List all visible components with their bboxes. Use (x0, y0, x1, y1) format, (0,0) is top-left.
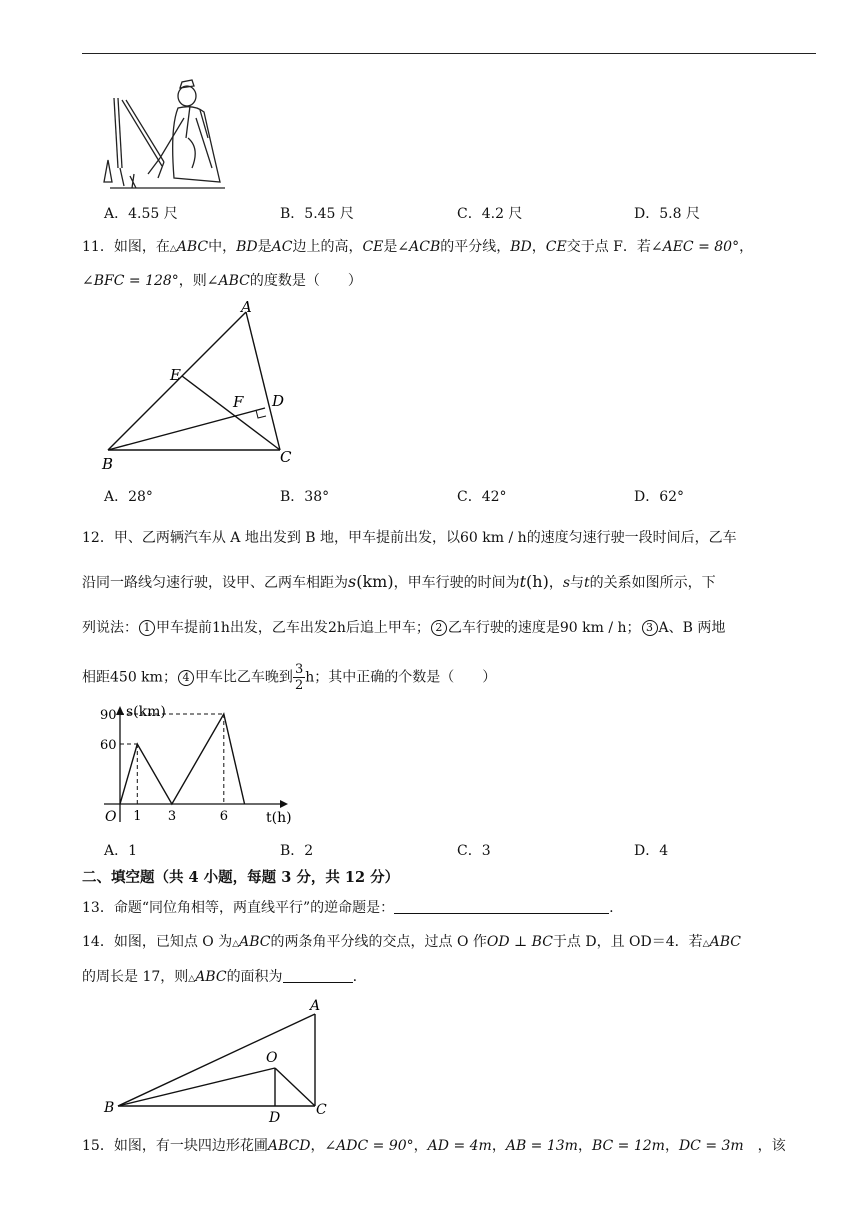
q12-option-b[interactable]: B．2 (280, 843, 314, 859)
side-ac (246, 312, 280, 450)
x-tick-label-3: 3 (167, 809, 177, 824)
q10-option-a[interactable]: A．4.55 尺 (104, 206, 178, 222)
label-a: A (241, 300, 252, 316)
label-f: F (233, 393, 244, 411)
q12-option-a[interactable]: A．1 (104, 843, 138, 859)
section-2-title: 二、填空题（共 4 小题，每题 3 分，共 12 分） (82, 869, 400, 886)
circled-2: 2 (431, 620, 447, 636)
q11-line-1: 11．如图，在△ABC中，BD是AC边上的高，CE是∠ACB的平分线，BD，CE交于点 F．若∠AEC = 80°， (82, 239, 754, 255)
side-ab (118, 1014, 315, 1106)
q11-triangle-figure (98, 300, 308, 475)
q11-option-d[interactable]: D．62° (634, 489, 685, 505)
label-b: B (104, 1100, 115, 1116)
fraction-three-halves: $\frac{3}{2}$ (294, 662, 304, 693)
q11-option-b[interactable]: B．38° (280, 489, 330, 505)
segment-bo (118, 1068, 275, 1106)
x-tick-label-6: 6 (219, 809, 229, 824)
x-axis-label: t(h) (266, 810, 292, 826)
right-angle-mark (256, 410, 266, 418)
label-b: B (102, 455, 114, 473)
q13-line: 13．命题“同位角相等，两直线平行”的逆命题是： . (82, 900, 614, 916)
label-c: C (316, 1102, 327, 1118)
label-o: O (266, 1050, 278, 1066)
circled-4: 4 (178, 670, 194, 686)
q12-line-1: 12．甲、乙两辆汽车从 A 地出发到 B 地，甲车提前出发，以60 km / h的速度匀速行驶一段时间后，乙车 (82, 530, 737, 546)
label-d: D (272, 392, 285, 410)
scholar-illustration (100, 78, 230, 193)
q15-line-1: 15．如图，有一块四边形花圃ABCD，∠ADC = 90°，AD = 4m，AB = 13m，BC = 12m，DC = 3m ，该 (82, 1138, 786, 1154)
y-tick-label-90: 90 (100, 708, 117, 723)
q14-answer-blank[interactable] (283, 968, 353, 983)
q11-option-c[interactable]: C．42° (457, 489, 507, 505)
x-tick-label-1: 1 (133, 809, 142, 824)
q13-answer-blank[interactable] (394, 899, 609, 914)
q10-option-c[interactable]: C．4.2 尺 (457, 206, 523, 222)
circled-1: 1 (139, 620, 155, 636)
segment-bd (108, 408, 265, 450)
q10-option-d[interactable]: D．5.8 尺 (634, 206, 700, 222)
q10-option-b[interactable]: B．5.45 尺 (280, 206, 354, 222)
segment-oc (275, 1068, 315, 1106)
label-c: C (280, 448, 292, 466)
q11-option-a[interactable]: A．28° (104, 489, 153, 505)
q14-line-2: 的周长是 17，则△ABC的面积为 . (82, 969, 358, 985)
q11-line-2: ∠BFC = 128°，则∠ABC的度数是（ ） (82, 273, 362, 289)
segment-ce (182, 376, 280, 450)
q14-triangle-figure (98, 996, 338, 1126)
label-e: E (170, 366, 181, 384)
q12-option-d[interactable]: D．4 (634, 843, 669, 859)
q12-line-4: 相距450 km； 4 甲车比乙车晚到 $\frac{3}{2}$ h；其中正确的个数是（ ） (82, 662, 497, 693)
x-axis-arrow (280, 800, 288, 808)
header-rule (82, 53, 816, 54)
circled-3: 3 (642, 620, 658, 636)
q12-line-3: 列说法： 1 甲车提前1h出发，乙车出发2h后追上甲车； 2 乙车行驶的速度是90 km / h； 3 A、B 两地 (82, 620, 726, 636)
series-line (120, 714, 245, 804)
q14-line-1: 14．如图，已知点 O 为△ABC的两条角平分线的交点，过点 O 作OD ⊥ BC于点 D，且 OD＝4．若△ABC (82, 934, 741, 950)
y-axis-label: s(km) (126, 704, 166, 720)
label-d: D (269, 1110, 281, 1126)
q12-distance-time-chart (98, 700, 303, 830)
q12-line-2: 沿同一路线匀速行驶，设甲、乙两车相距为s(km)，甲车行驶的时间为t(h)，s与t的关系如图所示，下 (82, 572, 716, 591)
y-tick-label-60: 60 (100, 738, 117, 753)
label-a: A (310, 998, 321, 1014)
origin-label: O (105, 809, 117, 825)
q12-option-c[interactable]: C．3 (457, 843, 491, 859)
